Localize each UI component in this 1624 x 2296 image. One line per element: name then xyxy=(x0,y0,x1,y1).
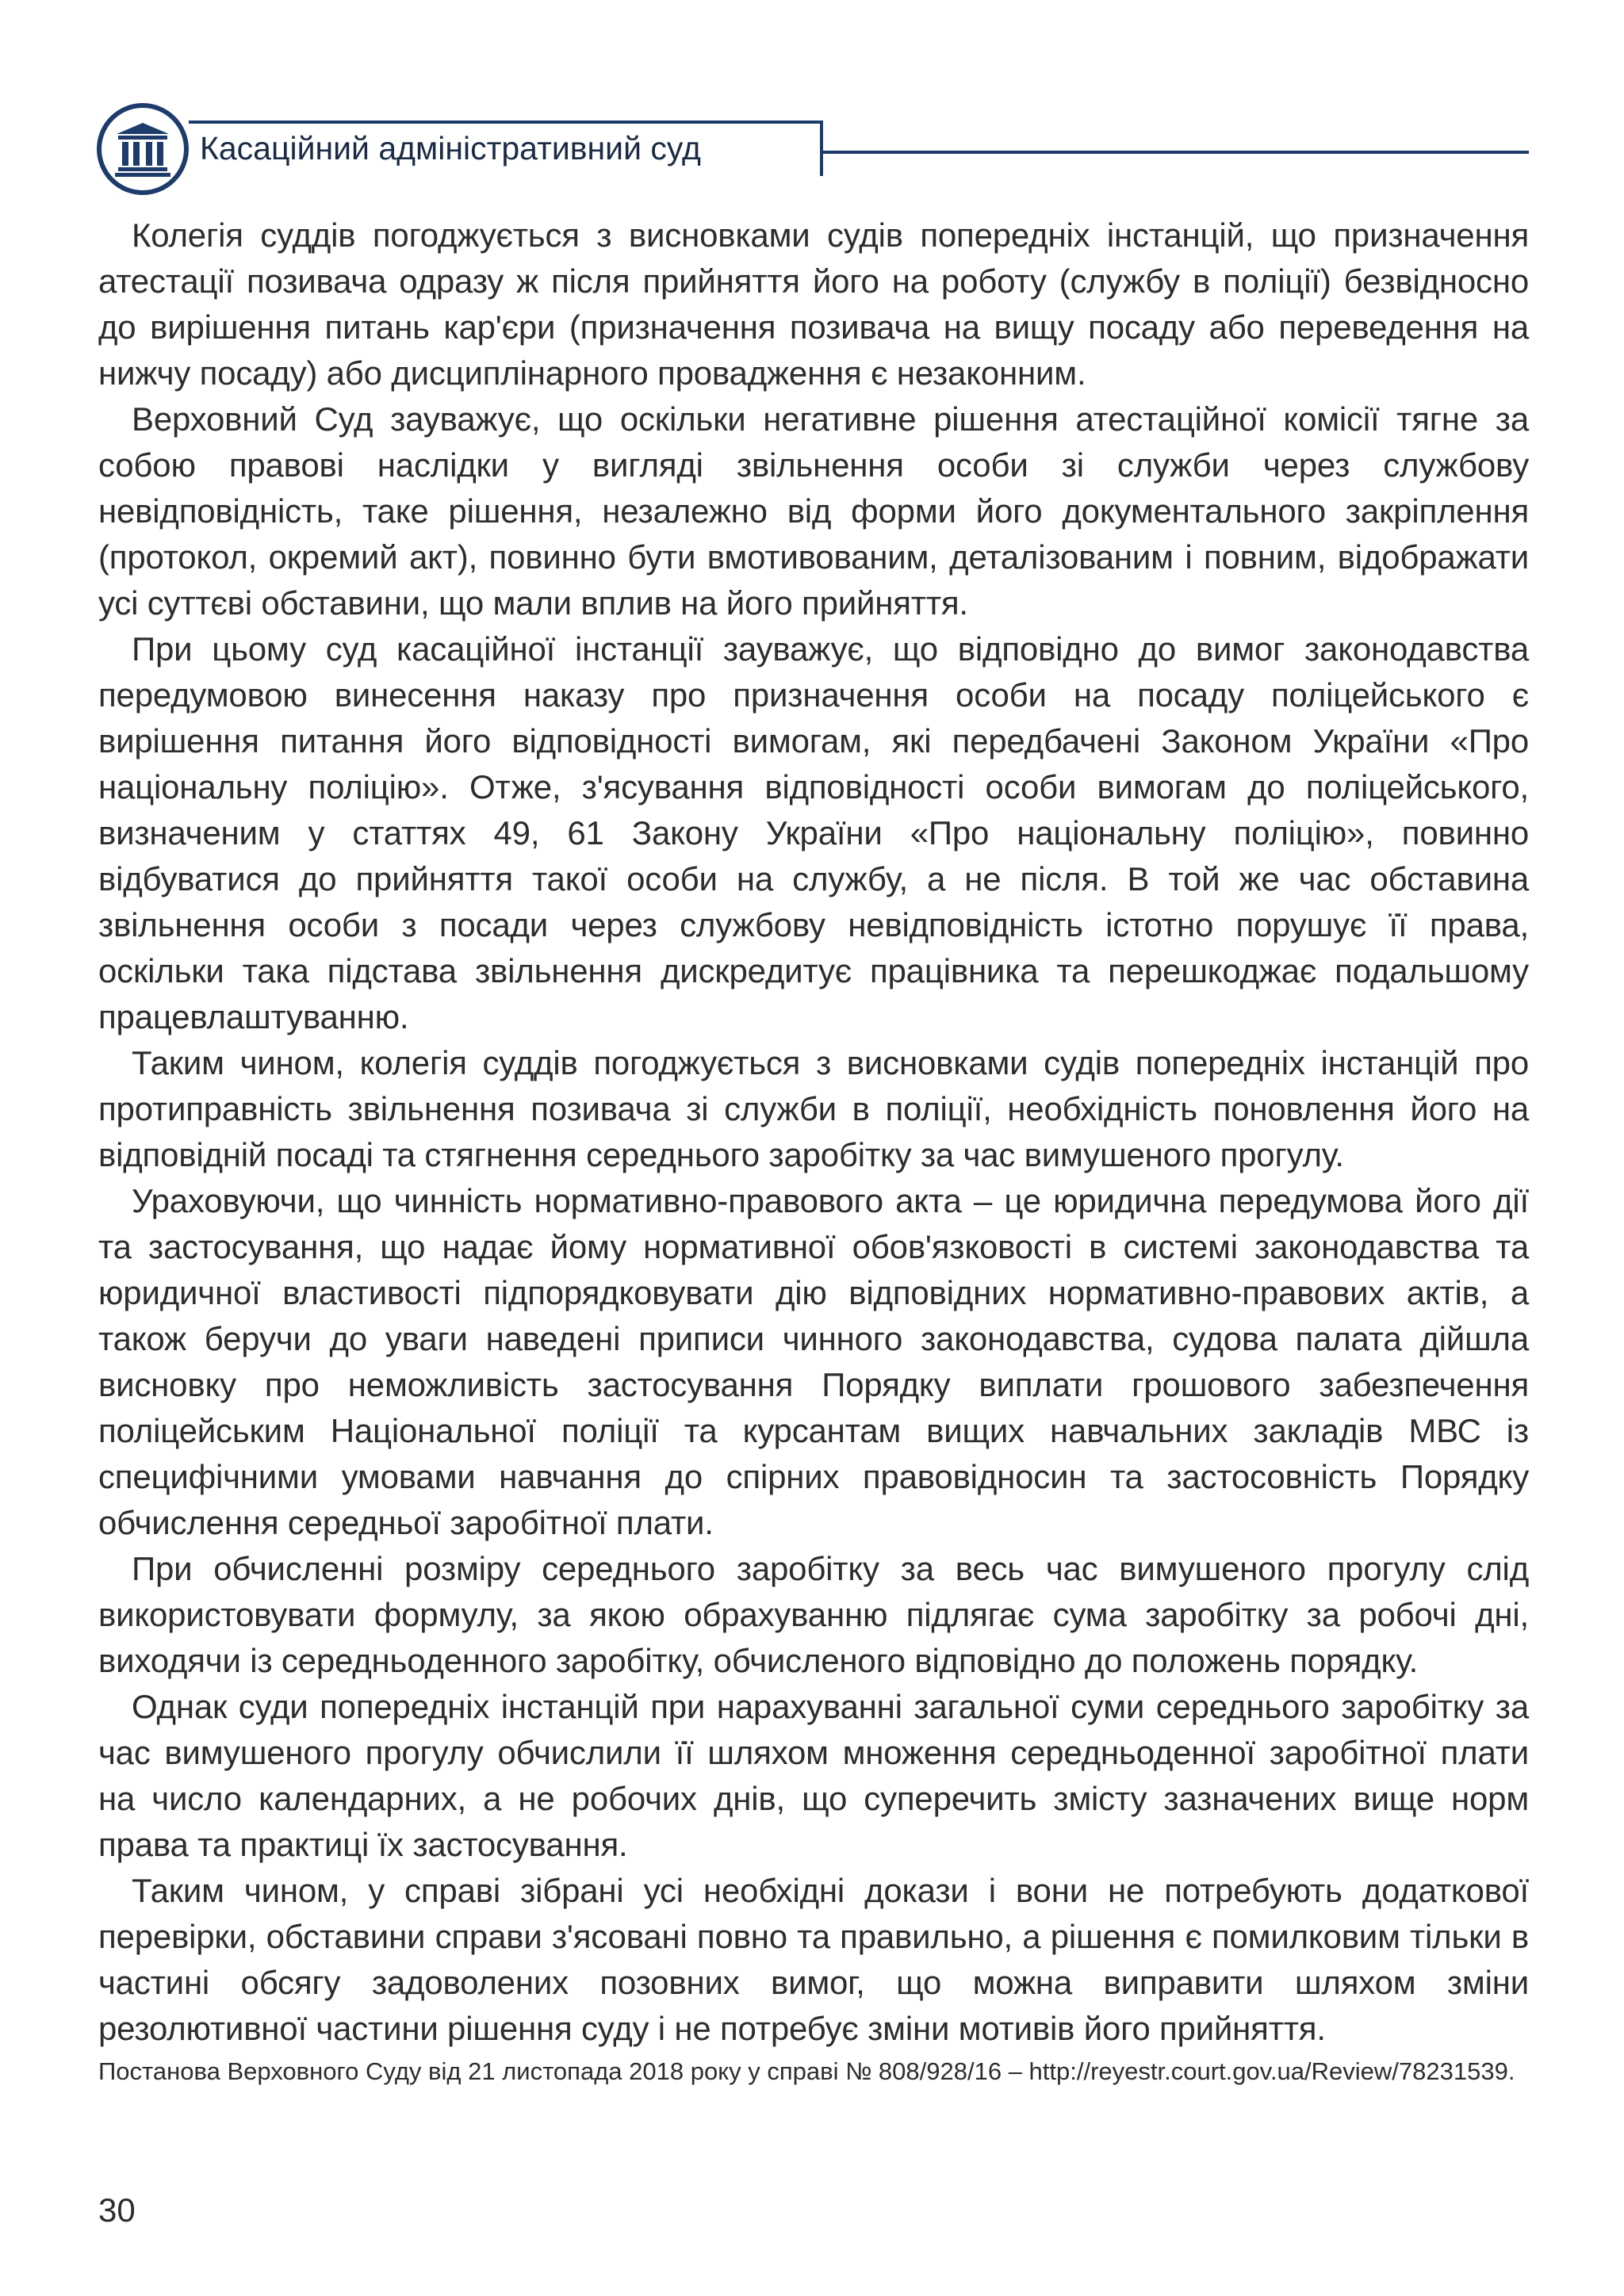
paragraph: Однак суди попередніх інстанцій при нарахуванні загальної суми середнього заробітку за час вимушеного прогулу обчислили її шляхом множення середньоденної заробітної плати на число календарних, а не робочих днів, що суперечить змісту зазначених вище норм права та практиці їх застосування. xyxy=(98,1688,1529,1863)
page-header xyxy=(97,103,1529,201)
document-body xyxy=(98,212,1529,2089)
paragraph: Таким чином, колегія суддів погоджується з висновками судів попередніх інстанцій про протиправність звільнення позивача зі служби в поліції, необхідність поновлення його на відповідній посаді та стягнення середнього заробітку за час вимушеного прогулу. xyxy=(98,1044,1529,1173)
court-building-icon xyxy=(97,103,189,195)
paragraph: При цьому суд касаційної інстанції зауважує, що відповідно до вимог законодавства передумовою винесення наказу про призначення особи на посаду поліцейського є вирішення питання його відповідності вимогам, які передбачені Законом України «Про національну поліцію». Отже, з'ясування відповідності особи вимогам до поліцейського, визначеним у статтях 49, 61 Закону України «Про національну поліцію», повинно відбуватися до прийняття такої особи на службу, а не після. В той же час обставина звільнення особи з посади через службову невідповідність істотно порушує її права, оскільки така підстава звільнення дискредитує працівника та перешкоджає подальшому працевлаштуванню. xyxy=(98,630,1529,1035)
paragraph: Таким чином, у справі зібрані усі необхідні докази і вони не потребують додаткової перевірки, обставини справи з'ясовані повно та правильно, а рішення є помилковим тільки в частині обсягу задоволених позовних вимог, що можна виправити шляхом зміни резолютивної частини рішення суду і не потребує зміни мотивів його прийняття. xyxy=(98,1872,1529,2047)
source-note: Постанова Верховного Суду від 21 листопада 2018 року у справі № 808/928/16 – http://reyestr.court.gov.ua/Review/78231539. xyxy=(98,2057,1515,2085)
header-rule xyxy=(820,151,1529,154)
paragraph: Колегія суддів погоджується з висновками судів попередніх інстанцій, що призначення атестації позивача одразу ж після прийняття його на роботу (службу в поліції) безвідносно до вирішення питань кар'єри (призначення позивача на вищу посаду або переведення на нижчу посаду) або дисциплінарного провадження є незаконним. xyxy=(98,216,1529,392)
paragraph: Ураховуючи, що чинність нормативно-правового акта – це юридична передумова його дії та застосування, що надає йому нормативної обов'язковості в системі законодавства та юридичної властивості підпорядковувати дію відповідних нормативно-правових актів, а також беручи до уваги наведені приписи чинного законодавства, судова палата дійшла висновку про неможливість застосування Порядку виплати грошового забезпечення поліцейським Національної поліції та курсантам вищих навчальних закладів МВС із специфічними умовами навчання до спірних правовідносин та застосовність Порядку обчислення середньої заробітної плати. xyxy=(98,1182,1529,1541)
paragraph: Верховний Суд зауважує, що оскільки негативне рішення атестаційної комісії тягне за собою правові наслідки у вигляді звільнення особи зі служби через службову невідповідність, таке рішення, незалежно від форми його документального закріплення (протокол, окремий акт), повинно бути вмотивованим, деталізованим і повним, відображати усі суттєві обставини, що мали вплив на його прийняття. xyxy=(98,400,1529,622)
paragraph: При обчисленні розміру середнього заробітку за весь час вимушеного прогулу слід використовувати формулу, за якою обрахуванню підлягає сума заробітку за робочі дні, виходячи із середньоденного заробітку, обчисленого відповідно до положень порядку. xyxy=(98,1550,1529,1679)
page-number: 30 xyxy=(98,2191,136,2229)
court-name: Касаційний адміністративний суд xyxy=(200,129,701,166)
